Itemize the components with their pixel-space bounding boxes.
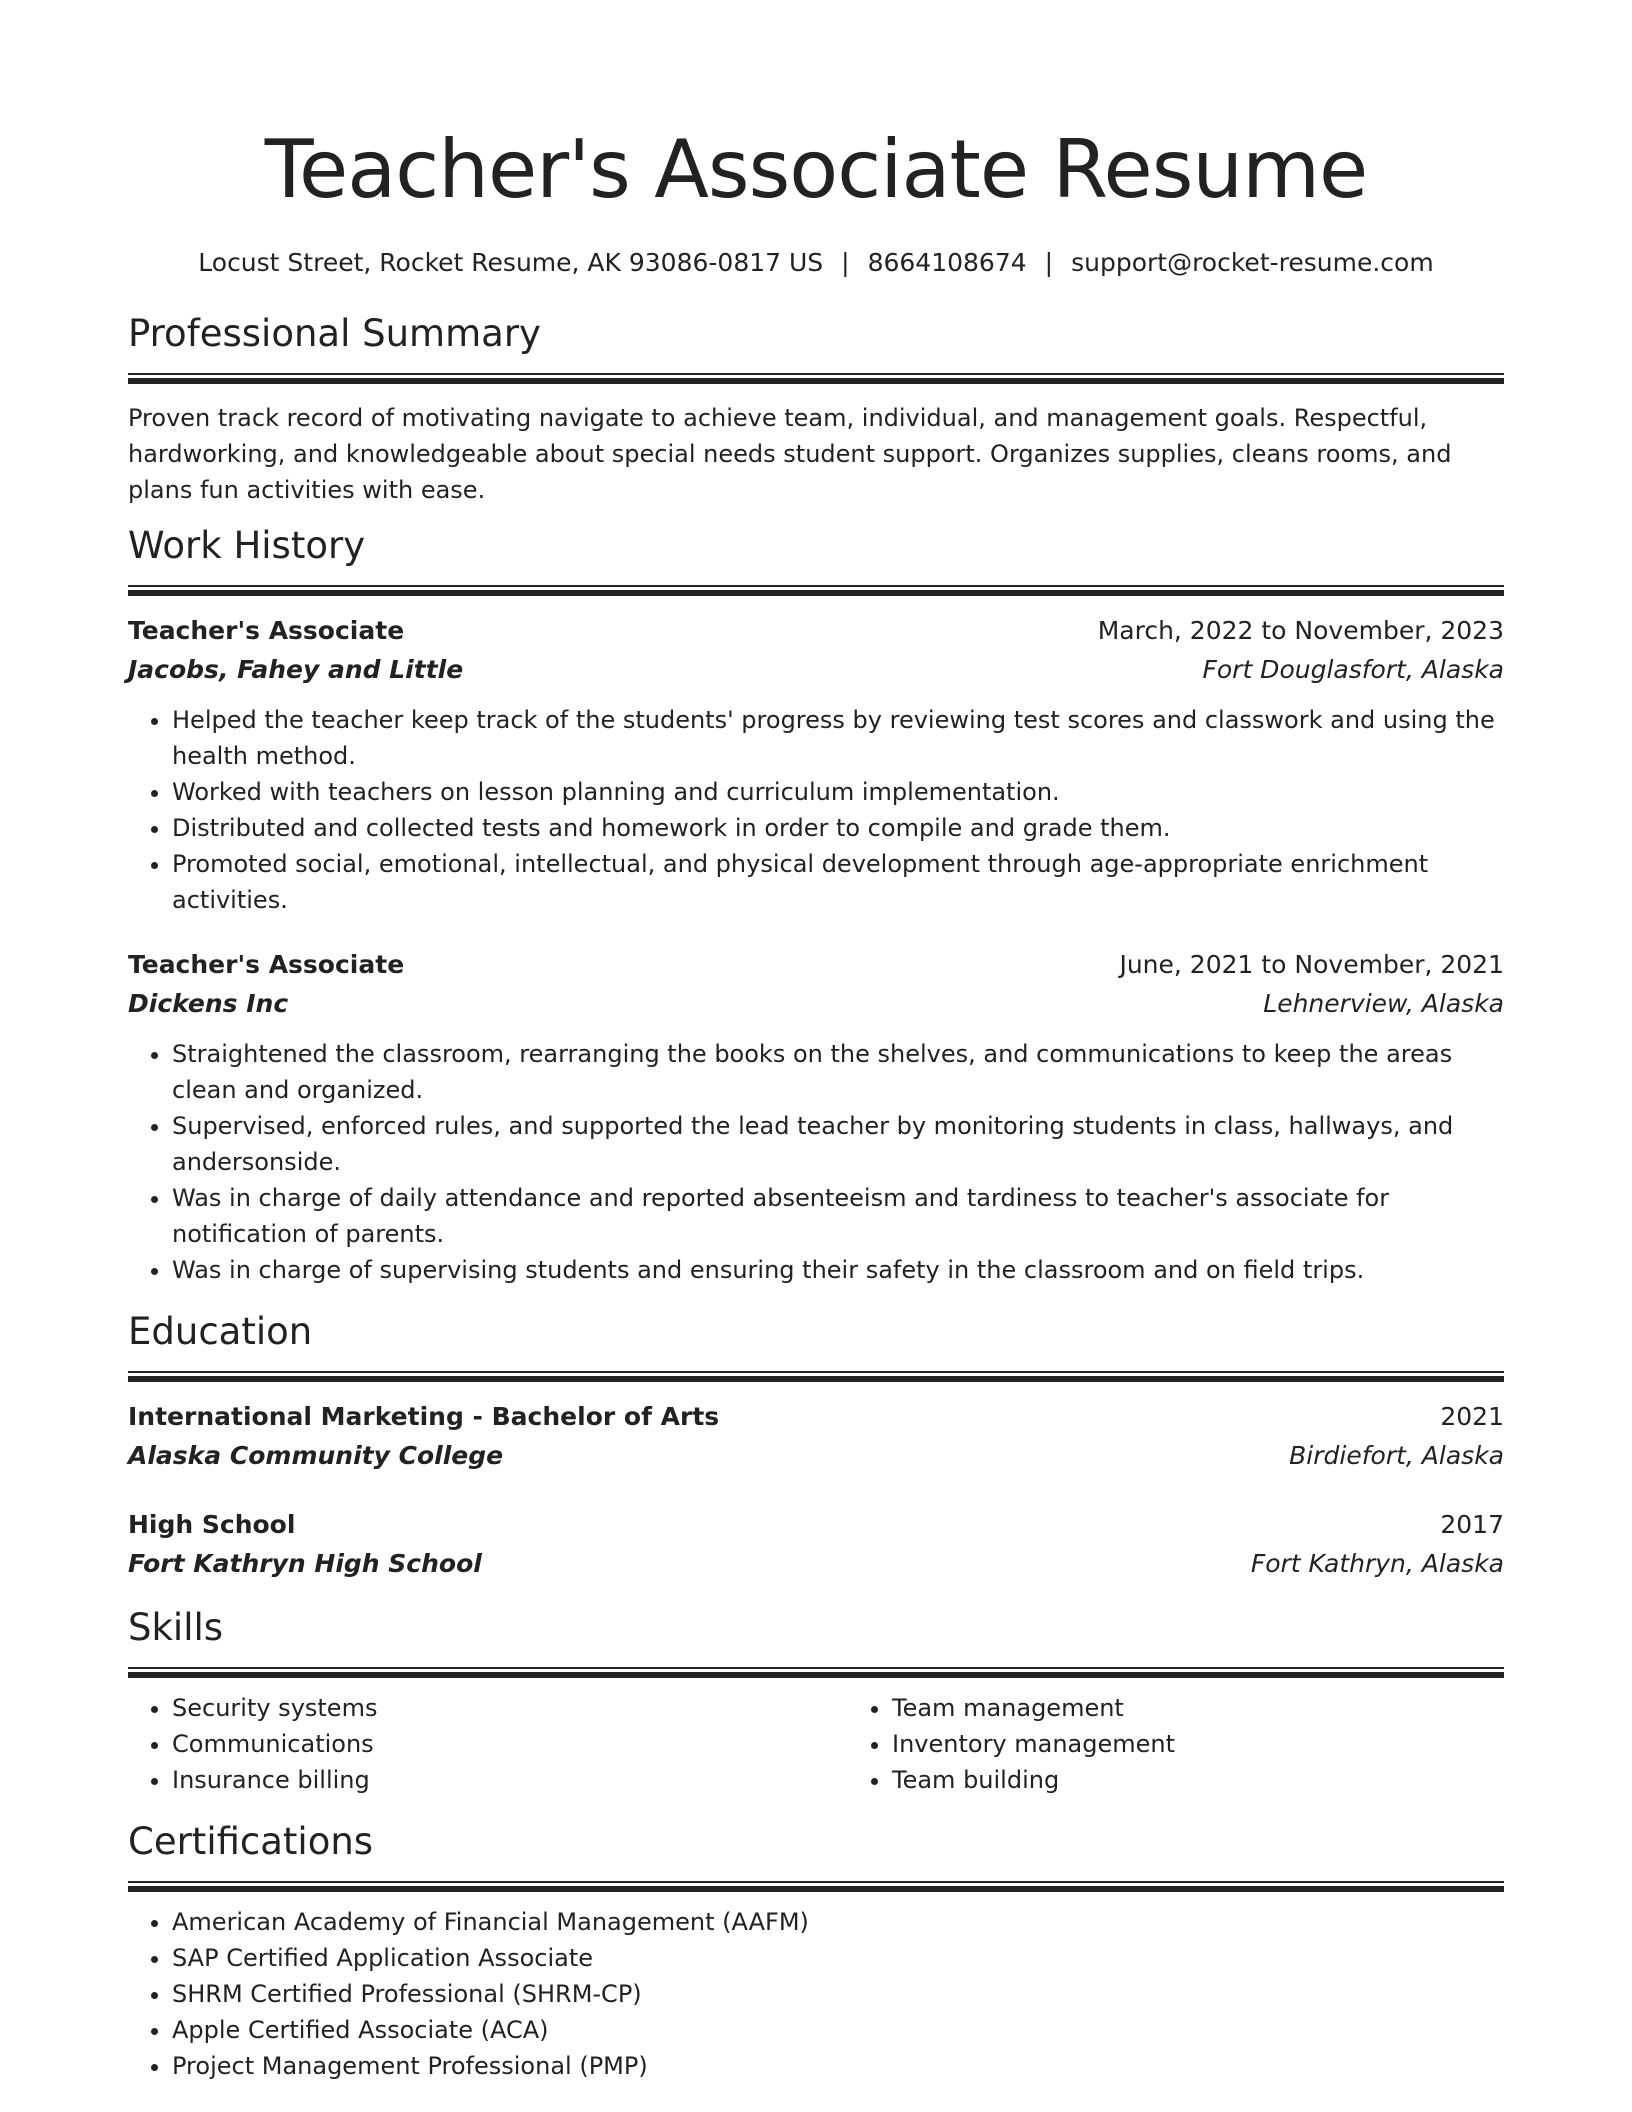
job-duty: • Was in charge of daily attendance and reported absenteeism and tardiness to teacher's associate for notification of parents. — [172, 1180, 1504, 1252]
certification-item: • Project Management Professional (PMP) — [172, 2048, 1504, 2084]
summary-heading: Professional Summary — [128, 312, 541, 355]
education-year: 2017 — [1440, 1510, 1504, 1539]
contact-email: support@rocket-resume.com — [1071, 248, 1434, 277]
resume-title: Teacher's Associate Resume — [264, 123, 1368, 216]
section-divider — [128, 1371, 1504, 1382]
education-year: 2021 — [1440, 1402, 1504, 1431]
education-degree: High School — [128, 1510, 296, 1539]
job-duty: • Worked with teachers on lesson planning and curriculum implementation. — [172, 774, 1504, 810]
skills-heading: Skills — [128, 1606, 224, 1649]
skills-list-left — [128, 1690, 848, 1798]
contact-separator: | — [1044, 248, 1054, 277]
section-divider — [128, 585, 1504, 596]
skill-item: • Inventory management — [892, 1726, 1568, 1762]
job-dates: June, 2021 to November, 2021 — [1119, 950, 1504, 979]
job-location: Fort Douglasfort, Alaska — [1202, 655, 1504, 684]
skill-item: • Team building — [892, 1762, 1568, 1798]
work-history-section — [128, 524, 1504, 1288]
job-location: Lehnerview, Alaska — [1263, 989, 1504, 1018]
job-duty: • Was in charge of supervising students and ensuring their safety in the classroom and on field trips. — [172, 1252, 1504, 1288]
education-entry — [128, 1398, 1504, 1476]
section-divider — [128, 1667, 1504, 1678]
job-duties-list — [128, 1036, 1504, 1288]
certifications-heading: Certifications — [128, 1820, 374, 1863]
job-duties-list — [128, 702, 1504, 918]
certification-item: • Apple Certified Associate (ACA) — [172, 2012, 1504, 2048]
contact-phone: 8664108674 — [867, 248, 1027, 277]
job-dates: March, 2022 to November, 2023 — [1097, 616, 1504, 645]
education-section — [128, 1310, 1504, 1584]
contact-separator: | — [841, 248, 850, 277]
certifications-list — [128, 1904, 1504, 2084]
summary-text: Proven track record of motivating navigate to achieve team, individual, and management goals. Respectful, hardworking, and knowledgeable about special needs student support. Organizes supplies, cleans rooms, and plans fun activities with ease. — [128, 404, 1452, 504]
job-entry — [128, 612, 1504, 918]
certification-item: • American Academy of Financial Management (AAFM) — [172, 1904, 1504, 1940]
skill-item: • Team management — [892, 1690, 1568, 1726]
skill-item: • Communications — [172, 1726, 848, 1762]
job-duty: • Distributed and collected tests and homework in order to compile and grade them. — [172, 810, 1504, 846]
job-duty: • Promoted social, emotional, intellectual, and physical development through age-appropriate enrichment activities. — [172, 846, 1504, 918]
section-divider — [128, 1881, 1504, 1892]
job-duty: • Helped the teacher keep track of the students' progress by reviewing test scores and classwork and using the health method. — [172, 702, 1504, 774]
education-entry — [128, 1506, 1504, 1584]
education-location: Fort Kathryn, Alaska — [1250, 1549, 1504, 1578]
job-employer: Dickens Inc — [128, 989, 289, 1018]
education-school: Alaska Community College — [128, 1441, 504, 1470]
job-employer-row — [128, 984, 1504, 1024]
skills-section — [128, 1606, 1504, 1798]
skills-list-right — [848, 1690, 1568, 1798]
job-title: Teacher's Associate — [128, 950, 405, 979]
job-duty: • Supervised, enforced rules, and supported the lead teacher by monitoring students in class, hallways, and andersonside. — [172, 1108, 1504, 1180]
summary-section — [128, 312, 1504, 508]
skill-item: • Security systems — [172, 1690, 848, 1726]
section-divider — [128, 373, 1504, 384]
certification-item: • SHRM Certified Professional (SHRM-CP) — [172, 1976, 1504, 2012]
job-entry — [128, 946, 1504, 1288]
job-duty: • Straightened the classroom, rearranging the books on the shelves, and communications to keep the areas clean and organized. — [172, 1036, 1504, 1108]
job-header-row — [128, 612, 1504, 650]
job-title: Teacher's Associate — [128, 616, 405, 645]
contact-address: Locust Street, Rocket Resume, AK 93086-0817 US — [198, 248, 824, 277]
certification-item: • SAP Certified Application Associate — [172, 1940, 1504, 1976]
contact-line — [128, 246, 1504, 280]
education-location: Birdiefort, Alaska — [1289, 1441, 1504, 1470]
certifications-section — [128, 1820, 1504, 2084]
education-heading: Education — [128, 1310, 313, 1353]
job-employer: Jacobs, Fahey and Little — [128, 655, 464, 684]
skills-grid — [128, 1678, 1504, 1798]
education-degree: International Marketing - Bachelor of Arts — [128, 1402, 720, 1431]
skill-item: • Insurance billing — [172, 1762, 848, 1798]
job-header-row — [128, 946, 1504, 984]
education-school: Fort Kathryn High School — [128, 1549, 482, 1578]
work-history-heading: Work History — [128, 524, 366, 567]
job-employer-row — [128, 650, 1504, 690]
